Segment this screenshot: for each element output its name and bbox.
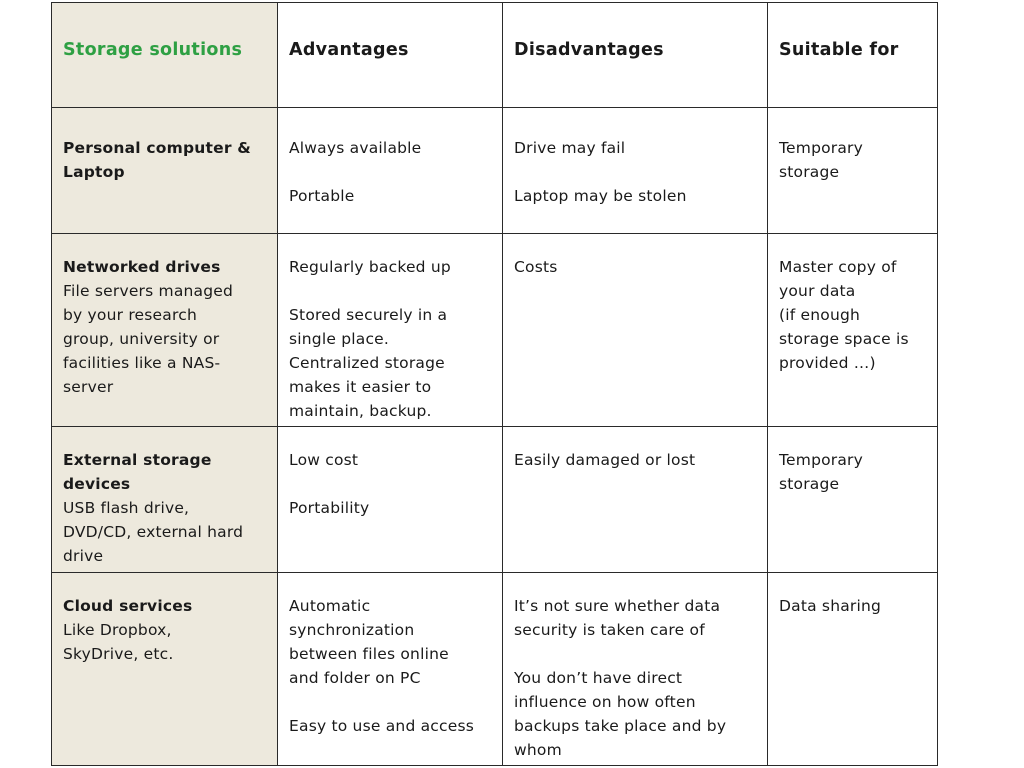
advantages-cell [278,234,503,427]
paragraph-gap [289,472,492,496]
suitable-for-cell [768,234,938,427]
header-suitable-for: Suitable for [779,40,899,60]
suitable-for-text: provided …) [779,354,876,372]
advantage-text: Portable [289,187,355,205]
solution-name: Networked drives [63,258,221,276]
paragraph-gap [289,279,492,303]
solution-description: SkyDrive, etc. [63,645,174,663]
disadvantage-text: You don’t have direct [514,669,683,687]
solution-description: by your research [63,306,197,324]
advantage-text: makes it easier to [289,378,432,396]
solution-cell [52,573,278,766]
solution-description: DVD/CD, external hard [63,523,244,541]
suitable-for-cell [768,108,938,234]
suitable-for-text: storage [779,475,840,493]
paragraph-gap [289,690,492,714]
suitable-for-cell [768,427,938,573]
suitable-for-text: (if enough [779,306,861,324]
solution-cell [52,108,278,234]
solution-name: Personal computer & [63,139,251,157]
table-row [52,427,938,573]
solution-description: USB flash drive, [63,499,190,517]
suitable-for-text: Temporary [779,451,864,469]
solution-cell [52,234,278,427]
solution-name: devices [63,475,131,493]
disadvantage-text: Drive may fail [514,139,626,157]
disadvantages-cell [503,234,768,427]
disadvantage-text: backups take place and by [514,717,727,735]
header-storage-solutions: Storage solutions [63,40,243,60]
disadvantage-text: It’s not sure whether data [514,597,721,615]
solution-description: drive [63,547,104,565]
advantage-text: Stored securely in a [289,306,448,324]
disadvantage-text: whom [514,741,562,759]
advantage-text: Regularly backed up [289,258,451,276]
header-suitable-for-cell [768,3,938,108]
solution-description: facilities like a NAS- [63,354,221,372]
advantage-text: and folder on PC [289,669,421,687]
advantage-text: maintain, backup. [289,402,432,420]
solution-name: Laptop [63,163,125,181]
header-advantages: Advantages [289,40,409,60]
advantage-text: synchronization [289,621,415,639]
paragraph-gap [514,160,757,184]
paragraph-gap [514,642,757,666]
storage-comparison-table [51,2,938,766]
table-row [52,108,938,234]
suitable-for-text: Data sharing [779,597,882,615]
advantages-cell [278,427,503,573]
header-disadvantages: Disadvantages [514,40,664,60]
suitable-for-text: Temporary [779,139,864,157]
table-row [52,573,938,766]
advantage-text: Portability [289,499,370,517]
advantage-text: Centralized storage [289,354,445,372]
disadvantage-text: influence on how often [514,693,696,711]
header-disadvantages-cell [503,3,768,108]
advantages-cell [278,108,503,234]
advantages-cell [278,573,503,766]
disadvantages-cell [503,427,768,573]
advantage-text: Automatic [289,597,371,615]
disadvantage-text: security is taken care of [514,621,705,639]
paragraph-gap [289,160,492,184]
suitable-for-text: Master copy of [779,258,897,276]
solution-name: Cloud services [63,597,193,615]
disadvantage-text: Easily damaged or lost [514,451,696,469]
solution-name: External storage [63,451,212,469]
disadvantage-text: Laptop may be stolen [514,187,687,205]
solution-description: File servers managed [63,282,234,300]
suitable-for-text: storage space is [779,330,909,348]
advantage-text: Always available [289,139,422,157]
solution-cell [52,427,278,573]
disadvantage-text: Costs [514,258,558,276]
disadvantages-cell [503,573,768,766]
table-row [52,234,938,427]
suitable-for-text: storage [779,163,840,181]
header-row [52,3,938,108]
suitable-for-text: your data [779,282,856,300]
header-advantages-cell [278,3,503,108]
solution-description: server [63,378,114,396]
advantage-text: single place. [289,330,390,348]
solution-description: Like Dropbox, [63,621,172,639]
advantage-text: Low cost [289,451,359,469]
solution-description: group, university or [63,330,220,348]
advantage-text: between files online [289,645,449,663]
disadvantages-cell [503,108,768,234]
header-storage-solutions-cell [52,3,278,108]
suitable-for-cell [768,573,938,766]
advantage-text: Easy to use and access [289,717,475,735]
